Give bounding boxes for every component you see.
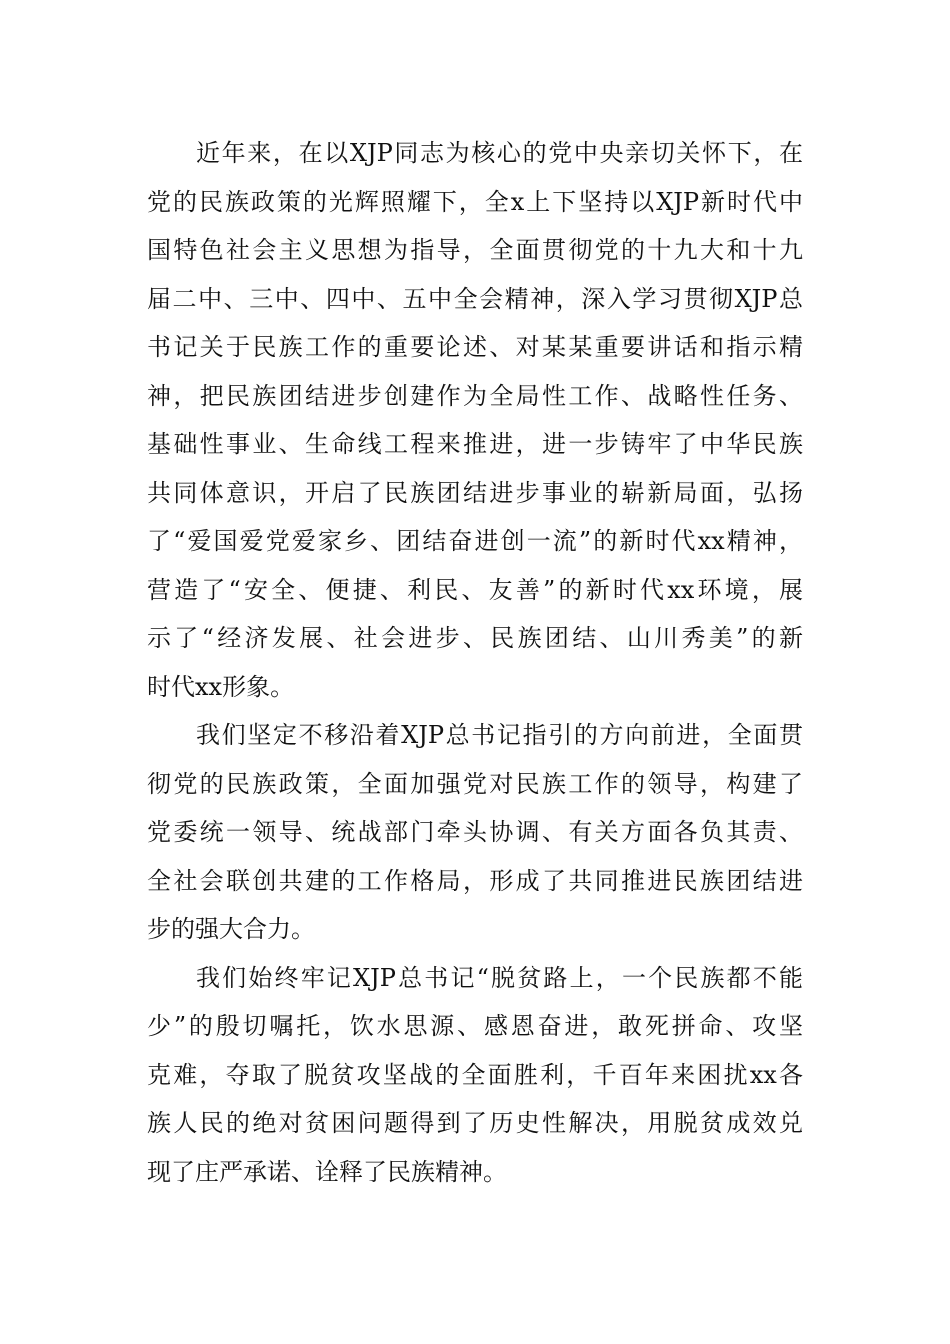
text-line: 族人民的绝对贫困问题得到了历史性解决，用脱贫成效兑 <box>147 1109 803 1137</box>
text-line: 国特色社会主义思想为指导，全面贯彻党的十九大和十九 <box>147 236 803 264</box>
text-line: 营造了“安全、便捷、利民、友善”的新时代xx环境，展 <box>147 575 803 604</box>
text-line: 党的民族政策的光辉照耀下，全x上下坚持以XJP新时代中 <box>147 187 803 216</box>
text-line: 示了“经济发展、社会进步、民族团结、山川秀美”的新 <box>147 624 803 652</box>
paragraph <box>147 716 803 959</box>
text-line: 了“爱国爱党爱家乡、团结奋进创一流”的新时代xx精神， <box>147 527 803 555</box>
text-line: 现了庄严承诺、诠释了民族精神。 <box>147 1157 507 1186</box>
paragraph <box>147 959 803 1202</box>
text-line: 神，把民族团结进步创建作为全局性工作、战略性任务、 <box>147 381 803 410</box>
text-line: 克难，夺取了脱贫攻坚战的全面胜利，千百年来困扰xx各 <box>147 1060 803 1089</box>
document-body <box>147 134 803 1201</box>
text-line: 彻党的民族政策，全面加强党对民族工作的领导，构建了 <box>147 769 803 798</box>
text-line: 共同体意识，开启了民族团结进步事业的崭新局面，弘扬 <box>147 478 803 507</box>
text-line: 时代xx形象。 <box>147 672 295 701</box>
text-line: 我们坚定不移沿着XJP总书记指引的方向前进，全面贯 <box>196 721 803 749</box>
text-line: 届二中、三中、四中、五中全会精神，深入学习贯彻XJP总 <box>147 284 803 313</box>
text-line: 书记关于民族工作的重要论述、对某某重要讲话和指示精 <box>147 333 803 361</box>
text-line: 基础性事业、生命线工程来推进，进一步铸牢了中华民族 <box>147 430 803 458</box>
text-line: 步的强大合力。 <box>147 915 315 943</box>
text-line: 近年来，在以XJP同志为核心的党中央亲切关怀下，在 <box>196 139 803 167</box>
text-line: 少”的殷切嘱托，饮水思源、感恩奋进，敢死拼命、攻坚 <box>147 1012 803 1040</box>
text-line: 全社会联创共建的工作格局，形成了共同推进民族团结进 <box>147 866 803 895</box>
text-line: 党委统一领导、统战部门牵头协调、有关方面各负其责、 <box>147 818 803 846</box>
text-line: 我们始终牢记XJP总书记“脱贫路上，一个民族都不能 <box>196 963 803 992</box>
paragraph <box>147 134 803 716</box>
